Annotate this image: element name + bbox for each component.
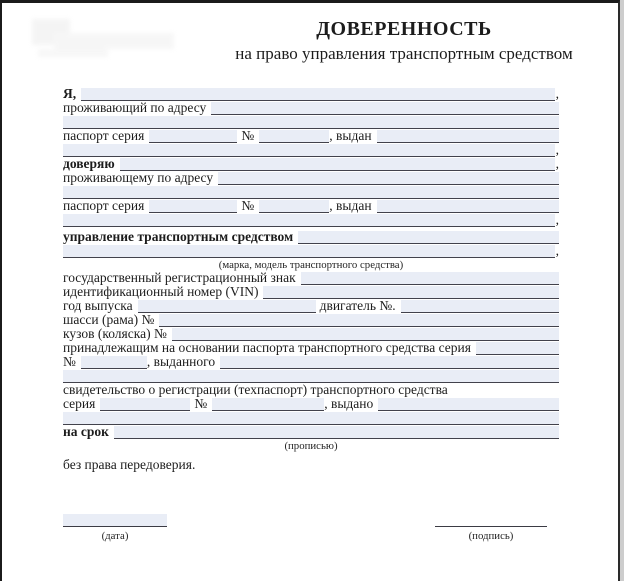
label-chassis: шасси (рама) № [63,312,155,327]
row-pts-issuer-cont [63,369,559,383]
blank-cert-series [100,398,190,411]
document-header [202,18,606,63]
label-driving: управление транспортным средством [63,229,294,244]
blank-engine-no [401,300,559,313]
row-year-engine [63,299,559,313]
label-issued-2: , выдан [329,198,372,213]
caption-term-words: (прописью) [284,440,338,452]
row-reg-plate [63,271,559,285]
blank-signature-line [435,514,547,527]
blank-passport-number-1 [259,130,329,143]
label-year: год выпуска [63,298,133,313]
row-vehicle-make-cont [63,244,559,258]
label-passport-series-1: паспорт серия [63,128,145,143]
signature-block [435,514,559,542]
row-attorney-passport [63,199,559,213]
blank-attorney-address [218,172,559,185]
label-reg-plate: государственный регистрационный знак [63,270,296,285]
row-chassis [63,313,559,327]
label-issued-3: , выдано [324,396,374,411]
blank-passport-issuer-2b [63,214,555,227]
row-principal-address [63,101,559,115]
blank-year [138,300,316,313]
blank-passport-issuer-2 [377,200,559,213]
row-owned-basis [63,341,559,355]
blank-principal-address [211,102,559,115]
row-principal-address-cont [63,115,559,129]
caption-vehicle-make: (марка, модель транспортного средства) [218,259,404,271]
blank-chassis [159,314,559,327]
blank-vehicle-make-2 [63,245,555,258]
label-reg-certificate: свидетельство о регистрации (техпаспорт) транспортного средства [63,382,448,397]
label-vin: идентификационный номер (VIN) [63,284,259,299]
row-attorney-address-cont [63,185,559,199]
label-series: серия [63,396,96,411]
signature-area [2,514,618,542]
label-number-sign-4: № [194,396,208,411]
trailing-comma: , [555,86,559,101]
label-owned-basis: принадлежащим на основании паспорта транспортного средства серия [63,340,471,355]
label-number-sign-1: № [241,128,255,143]
row-principal-passport [63,129,559,143]
row-pts-number [63,355,559,369]
blank-vin [263,286,559,299]
trailing-comma: , [555,142,559,157]
label-issued-by: , выданного [146,354,216,369]
row-attorney-address [63,171,559,185]
label-i: Я, [63,86,77,101]
blank-pts-issuer [220,356,559,369]
blank-passport-issuer-1 [377,130,559,143]
form-body [2,87,618,472]
blank-passport-series-2 [149,200,237,213]
blank-passport-number-2 [259,200,329,213]
row-no-substitution: без права передоверия. [63,457,196,472]
blank-vehicle-make [298,231,559,244]
row-driving-grant [63,230,559,244]
blank-passport-series-1 [149,130,237,143]
row-cert-series [63,397,559,411]
label-entrust: доверяю [63,156,115,171]
document-subtitle: на право управления транспортным средством [235,44,573,63]
blank-pts-number [81,356,147,369]
blank-date-line [63,514,167,527]
row-principal-name [63,87,559,101]
blank-cert-number [212,398,324,411]
row-body-no [63,327,559,341]
label-residing-1: проживающий по адресу [63,100,207,115]
watermark-logo [28,15,188,63]
label-body-no: кузов (коляска) № [63,326,167,341]
label-number-sign-3: № [63,354,76,369]
row-principal-passport-cont [63,143,559,157]
row-cert-issuer-cont [63,411,559,425]
caption-signature: (подпись) [468,530,514,542]
label-engine-no: двигатель №. [319,298,396,313]
blank-cert-issuer-2 [63,412,559,425]
row-term [63,425,559,439]
caption-date: (дата) [101,530,129,542]
trailing-comma: , [555,212,559,227]
trailing-comma: , [555,156,559,171]
label-passport-series-2: паспорт серия [63,198,145,213]
blank-pts-series [476,342,559,355]
blank-reg-plate [301,272,559,285]
blank-passport-issuer-1b [63,144,555,157]
document-title: ДОВЕРЕННОСТЬ [316,18,492,40]
row-attorney-passport-cont [63,213,559,227]
row-vin [63,285,559,299]
label-residing-2: проживающему по адресу [63,170,214,185]
row-reg-certificate [63,383,559,397]
blank-term [114,426,559,439]
row-attorney-name [63,157,559,171]
trailing-comma: , [555,243,559,258]
date-block [63,514,167,542]
label-term: на срок [63,424,109,439]
blank-cert-issuer [378,398,559,411]
label-number-sign-2: № [241,198,255,213]
label-issued-1: , выдан [329,128,372,143]
